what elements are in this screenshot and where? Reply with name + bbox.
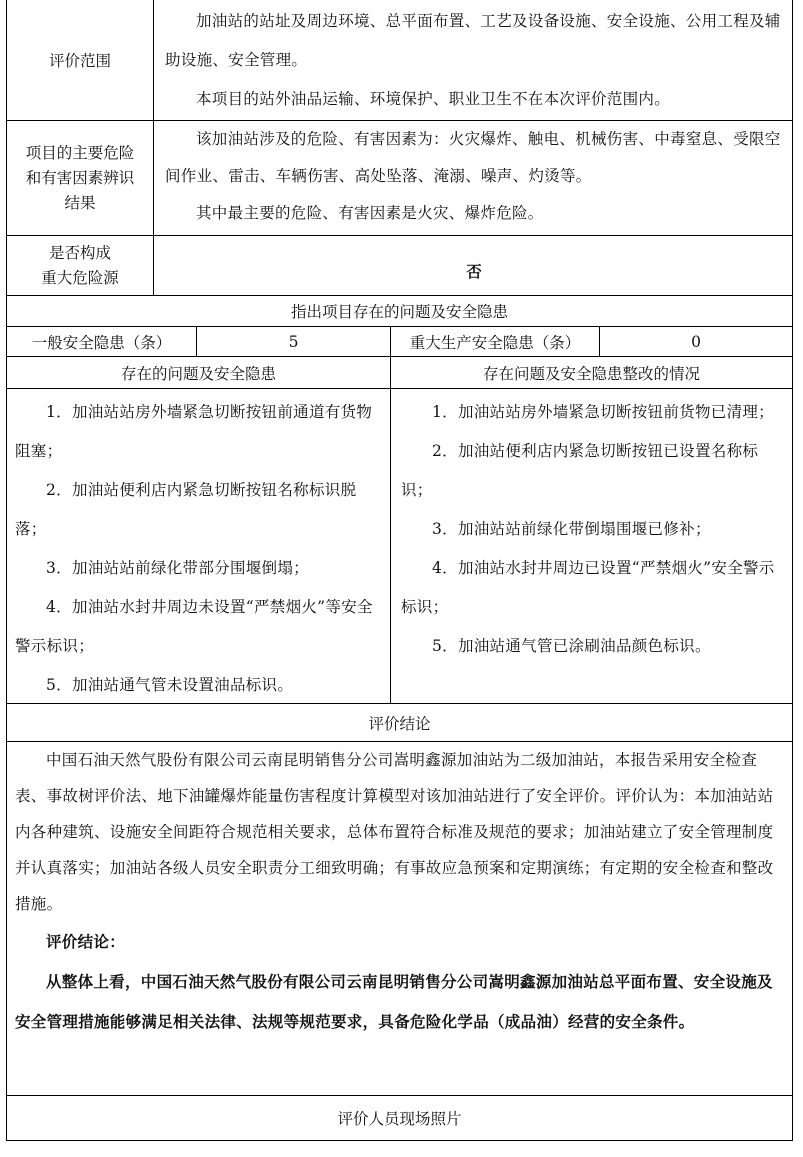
conclusion-subtitle: 评价结论： <box>46 932 126 951</box>
rectification-item: 2．加油站便利店内紧急切断按钮已设置名称标识； <box>401 442 759 499</box>
issues-body-row <box>7 389 792 704</box>
issues-header: 指出项目存在的问题及安全隐患 <box>290 303 508 321</box>
scope-paragraph: 加油站的站址及周边环境、总平面布置、工艺及设备设施、安全设施、公用工程及辅助设施、安全管理。 <box>165 12 781 69</box>
issue-item: 3．加油站站前绿化带部分围堰倒塌； <box>46 559 309 577</box>
major-hazard-label: 重大生产安全隐患（条） <box>409 333 581 352</box>
rectifications-list <box>391 389 792 666</box>
conclusion-row <box>7 742 792 1096</box>
issue-item: 2．加油站便利店内紧急切断按钮名称标识脱落； <box>15 481 357 538</box>
issues-header-row <box>7 296 792 327</box>
columns-header-row <box>7 357 792 389</box>
issues-list <box>7 389 390 705</box>
rectification-item: 1．加油站站房外墙紧急切断按钮前货物已清理； <box>432 403 774 421</box>
conclusion-header-row <box>7 704 792 742</box>
scope-label: 评价范围 <box>48 52 111 70</box>
hazards-paragraph: 该加油站涉及的危险、有害因素为：火灾爆炸、触电、机械伤害、中毒窒息、受限空间作业、雷击、车辆伤害、高处坠落、淹溺、噪声、灼烫等。 <box>165 130 781 185</box>
rectification-column-header: 存在问题及安全隐患整改的情况 <box>482 364 700 383</box>
conclusion-header: 评价结论 <box>368 714 431 733</box>
scope-content <box>155 0 793 119</box>
counts-row <box>7 327 792 357</box>
hazards-label: 项目的主要危险 和有害因素辨识 结果 <box>25 143 135 212</box>
conclusion-body: 中国石油天然气股份有限公司云南昆明销售分公司嵩明鑫源加油站为二级加油站，本报告采用安全检查表、事故树评价法、地下油罐爆炸能量伤害程度计算模型对该加油站进行了安全评价。评价认为：本加油站站内各种建筑、设施安全间距符合规范相关要求，总体布置符合标准及规范的要求；加油站建立了安全管理制度并认真落实；加油站各级人员安全职责分工细致明确；有事故应急预案和定期演练；有定期的安全检查和整改措施。 <box>15 751 774 913</box>
photos-header: 评价人员现场照片 <box>337 1110 462 1128</box>
general-hazard-count: 5 <box>288 332 299 351</box>
issue-item: 5．加油站通气管未设置油品标识。 <box>46 676 294 694</box>
rectification-item: 3．加油站站前绿化带倒塌围堰已修补； <box>432 520 711 538</box>
issue-item: 4．加油站水封井周边未设置“严禁烟火”等安全警示标识； <box>15 598 373 655</box>
major-hazard-label: 是否构成 重大危险源 <box>41 243 119 287</box>
conclusion-content <box>7 742 792 1042</box>
general-hazard-label: 一般安全隐患（条） <box>31 333 172 352</box>
conclusion-final: 从整体上看，中国石油天然气股份有限公司云南昆明销售分公司嵩明鑫源加油站总平面布置、安全设施及安全管理措施能够满足相关法律、法规等规范要求，具备危险化学品（成品油）经营的安全条件。 <box>15 972 773 1031</box>
issue-item: 1．加油站站房外墙紧急切断按钮前通道有货物阻塞； <box>15 403 373 460</box>
major-hazard-value: 否 <box>466 261 482 281</box>
scope-paragraph: 本项目的站外油品运输、环境保护、职业卫生不在本次评价范围内。 <box>196 90 671 108</box>
rectification-item: 5．加油站通气管已涂刷油品颜色标识。 <box>432 637 711 655</box>
major-hazard-row <box>7 236 792 296</box>
hazards-paragraph: 其中最主要的危险、有害因素是火灾、爆炸危险。 <box>196 204 544 222</box>
rectification-item: 4．加油站水封井周边已设置“严禁烟火”安全警示标识； <box>401 559 775 616</box>
scope-row <box>7 0 792 121</box>
hazards-row <box>7 121 792 236</box>
major-hazard-count: 0 <box>691 332 701 351</box>
evaluation-table <box>6 0 793 1141</box>
hazards-content <box>155 121 793 232</box>
issues-column-header: 存在的问题及安全隐患 <box>120 364 276 383</box>
